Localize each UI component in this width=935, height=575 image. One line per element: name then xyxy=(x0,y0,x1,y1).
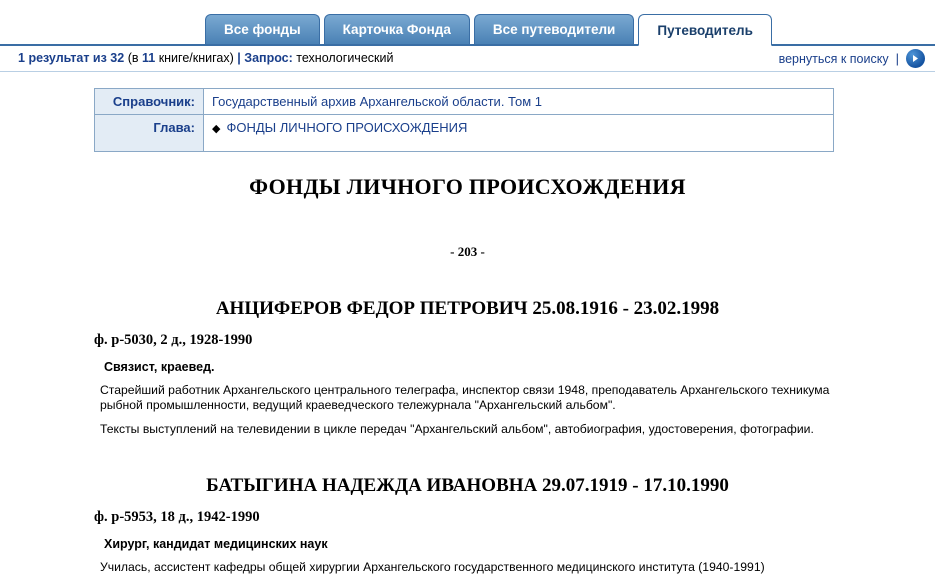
tab-all-funds[interactable]: Все фонды xyxy=(205,14,320,44)
entry-item xyxy=(92,298,843,437)
reference-value: Государственный архив Архангельской области. Том 1 xyxy=(204,89,834,115)
document-body xyxy=(0,174,935,575)
entry-occupation: Хирург, кандидат медицинских наук xyxy=(104,537,328,551)
page-number-marker: - 203 - xyxy=(450,244,485,259)
result-count-label: результат из xyxy=(28,51,107,65)
query-label: Запрос: xyxy=(244,51,293,65)
entry-fund: ф. р-5030, 2 д., 1928-1990 xyxy=(94,332,253,348)
tab-all-guides[interactable]: Все путеводители xyxy=(474,14,635,44)
books-open-paren: (в xyxy=(127,51,139,65)
query-value: технологический xyxy=(296,51,394,65)
chapter-label: Глава: xyxy=(95,115,204,152)
entry-name: АНЦИФЕРОВ ФЕДОР ПЕТРОВИЧ 25.08.1916 - 23.02.1998 xyxy=(215,298,720,319)
entry-name: БАТЫГИНА НАДЕЖДА ИВАНОВНА 29.07.1919 - 17.10.1990 xyxy=(206,475,729,496)
result-total: 32 xyxy=(110,51,125,65)
page-title: ФОНДЫ ЛИЧНОГО ПРОИСХОЖДЕНИЯ xyxy=(249,174,686,199)
chapter-value-cell[interactable] xyxy=(204,115,834,152)
info-divider: | xyxy=(237,51,241,65)
entry-paragraph: Училась, ассистент кафедры общей хирургии Архангельского государственного медицинского института (1940-1991) xyxy=(100,560,765,574)
entry-paragraph: Тексты выступлений на телевидении в цикле передач "Архангельский альбом", автобиография, удостоверения, фотографии. xyxy=(100,422,814,436)
entry-fund: ф. р-5953, 18 д., 1942-1990 xyxy=(94,509,260,525)
tab-fund-card[interactable]: Карточка Фонда xyxy=(324,14,470,44)
result-info-bar xyxy=(0,46,935,72)
entry-occupation: Связист, краевед. xyxy=(104,360,215,374)
chapter-row xyxy=(95,115,834,152)
reference-row xyxy=(95,89,834,115)
result-count: 1 xyxy=(18,51,25,65)
books-word: книге/книгах) xyxy=(158,51,234,65)
books-count: 11 xyxy=(141,51,156,65)
reference-header-table xyxy=(94,88,834,152)
entry-paragraph: Старейший работник Архангельского центрального телеграфа, инспектор связи 1948, преподаватель Архангельского техникума рыбной промышленности, ведущий краеведческого тележурнала "Архангельский альбом". xyxy=(100,383,830,412)
info-bar-actions xyxy=(779,49,925,68)
action-divider: | xyxy=(895,51,899,66)
result-summary xyxy=(18,51,393,65)
reference-label: Справочник: xyxy=(95,89,204,115)
back-to-search-link[interactable]: вернуться к поиску xyxy=(778,51,889,66)
tab-bar xyxy=(0,0,935,46)
arrow-right-icon[interactable] xyxy=(906,49,925,68)
entry-item xyxy=(92,475,843,575)
tab-guide[interactable]: Путеводитель xyxy=(638,14,772,46)
diamond-bullet-icon: ◆ xyxy=(212,123,221,135)
tab-list xyxy=(205,14,772,44)
chapter-value: ФОНДЫ ЛИЧНОГО ПРОИСХОЖДЕНИЯ xyxy=(226,120,468,135)
